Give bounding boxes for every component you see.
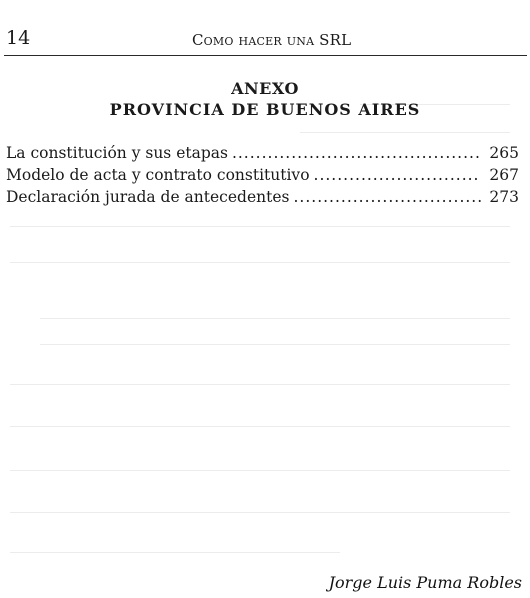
toc-entry-label: Declaración jurada de antecedentes <box>6 188 290 206</box>
bleed-through-line <box>10 384 510 385</box>
bleed-through-line <box>300 132 510 133</box>
header-rule <box>4 55 527 56</box>
toc-entry-page: 265 <box>489 144 519 162</box>
author-watermark: Jorge Luis Puma Robles <box>328 573 522 592</box>
toc-entry <box>6 186 519 208</box>
bleed-through-line <box>10 426 510 427</box>
annex-title: ANEXO <box>231 79 299 98</box>
dot-leader <box>232 142 481 164</box>
bleed-through-line <box>10 512 510 513</box>
bleed-through-line <box>10 226 510 227</box>
bleed-through-line <box>10 470 510 471</box>
running-title <box>192 31 351 49</box>
annex-subtitle: PROVINCIA DE BUENOS AIRES <box>109 100 421 119</box>
bleed-through-line <box>10 552 340 553</box>
toc-entry-page: 273 <box>489 188 519 206</box>
toc-entry-label: Modelo de acta y contrato constitutivo <box>6 166 310 184</box>
dot-leader <box>314 164 481 186</box>
toc-entry <box>6 164 519 186</box>
bleed-through-line <box>10 262 510 263</box>
table-of-contents <box>6 142 519 208</box>
toc-entry <box>6 142 519 164</box>
running-title-text: Como hacer una SRL <box>192 31 352 49</box>
toc-entry-label: La constitución y sus etapas <box>6 144 228 162</box>
toc-entry-page: 267 <box>489 166 519 184</box>
bleed-through-line <box>40 344 510 345</box>
bleed-through-line <box>40 318 510 319</box>
page-number: 14 <box>6 27 31 49</box>
dot-leader <box>293 186 481 208</box>
